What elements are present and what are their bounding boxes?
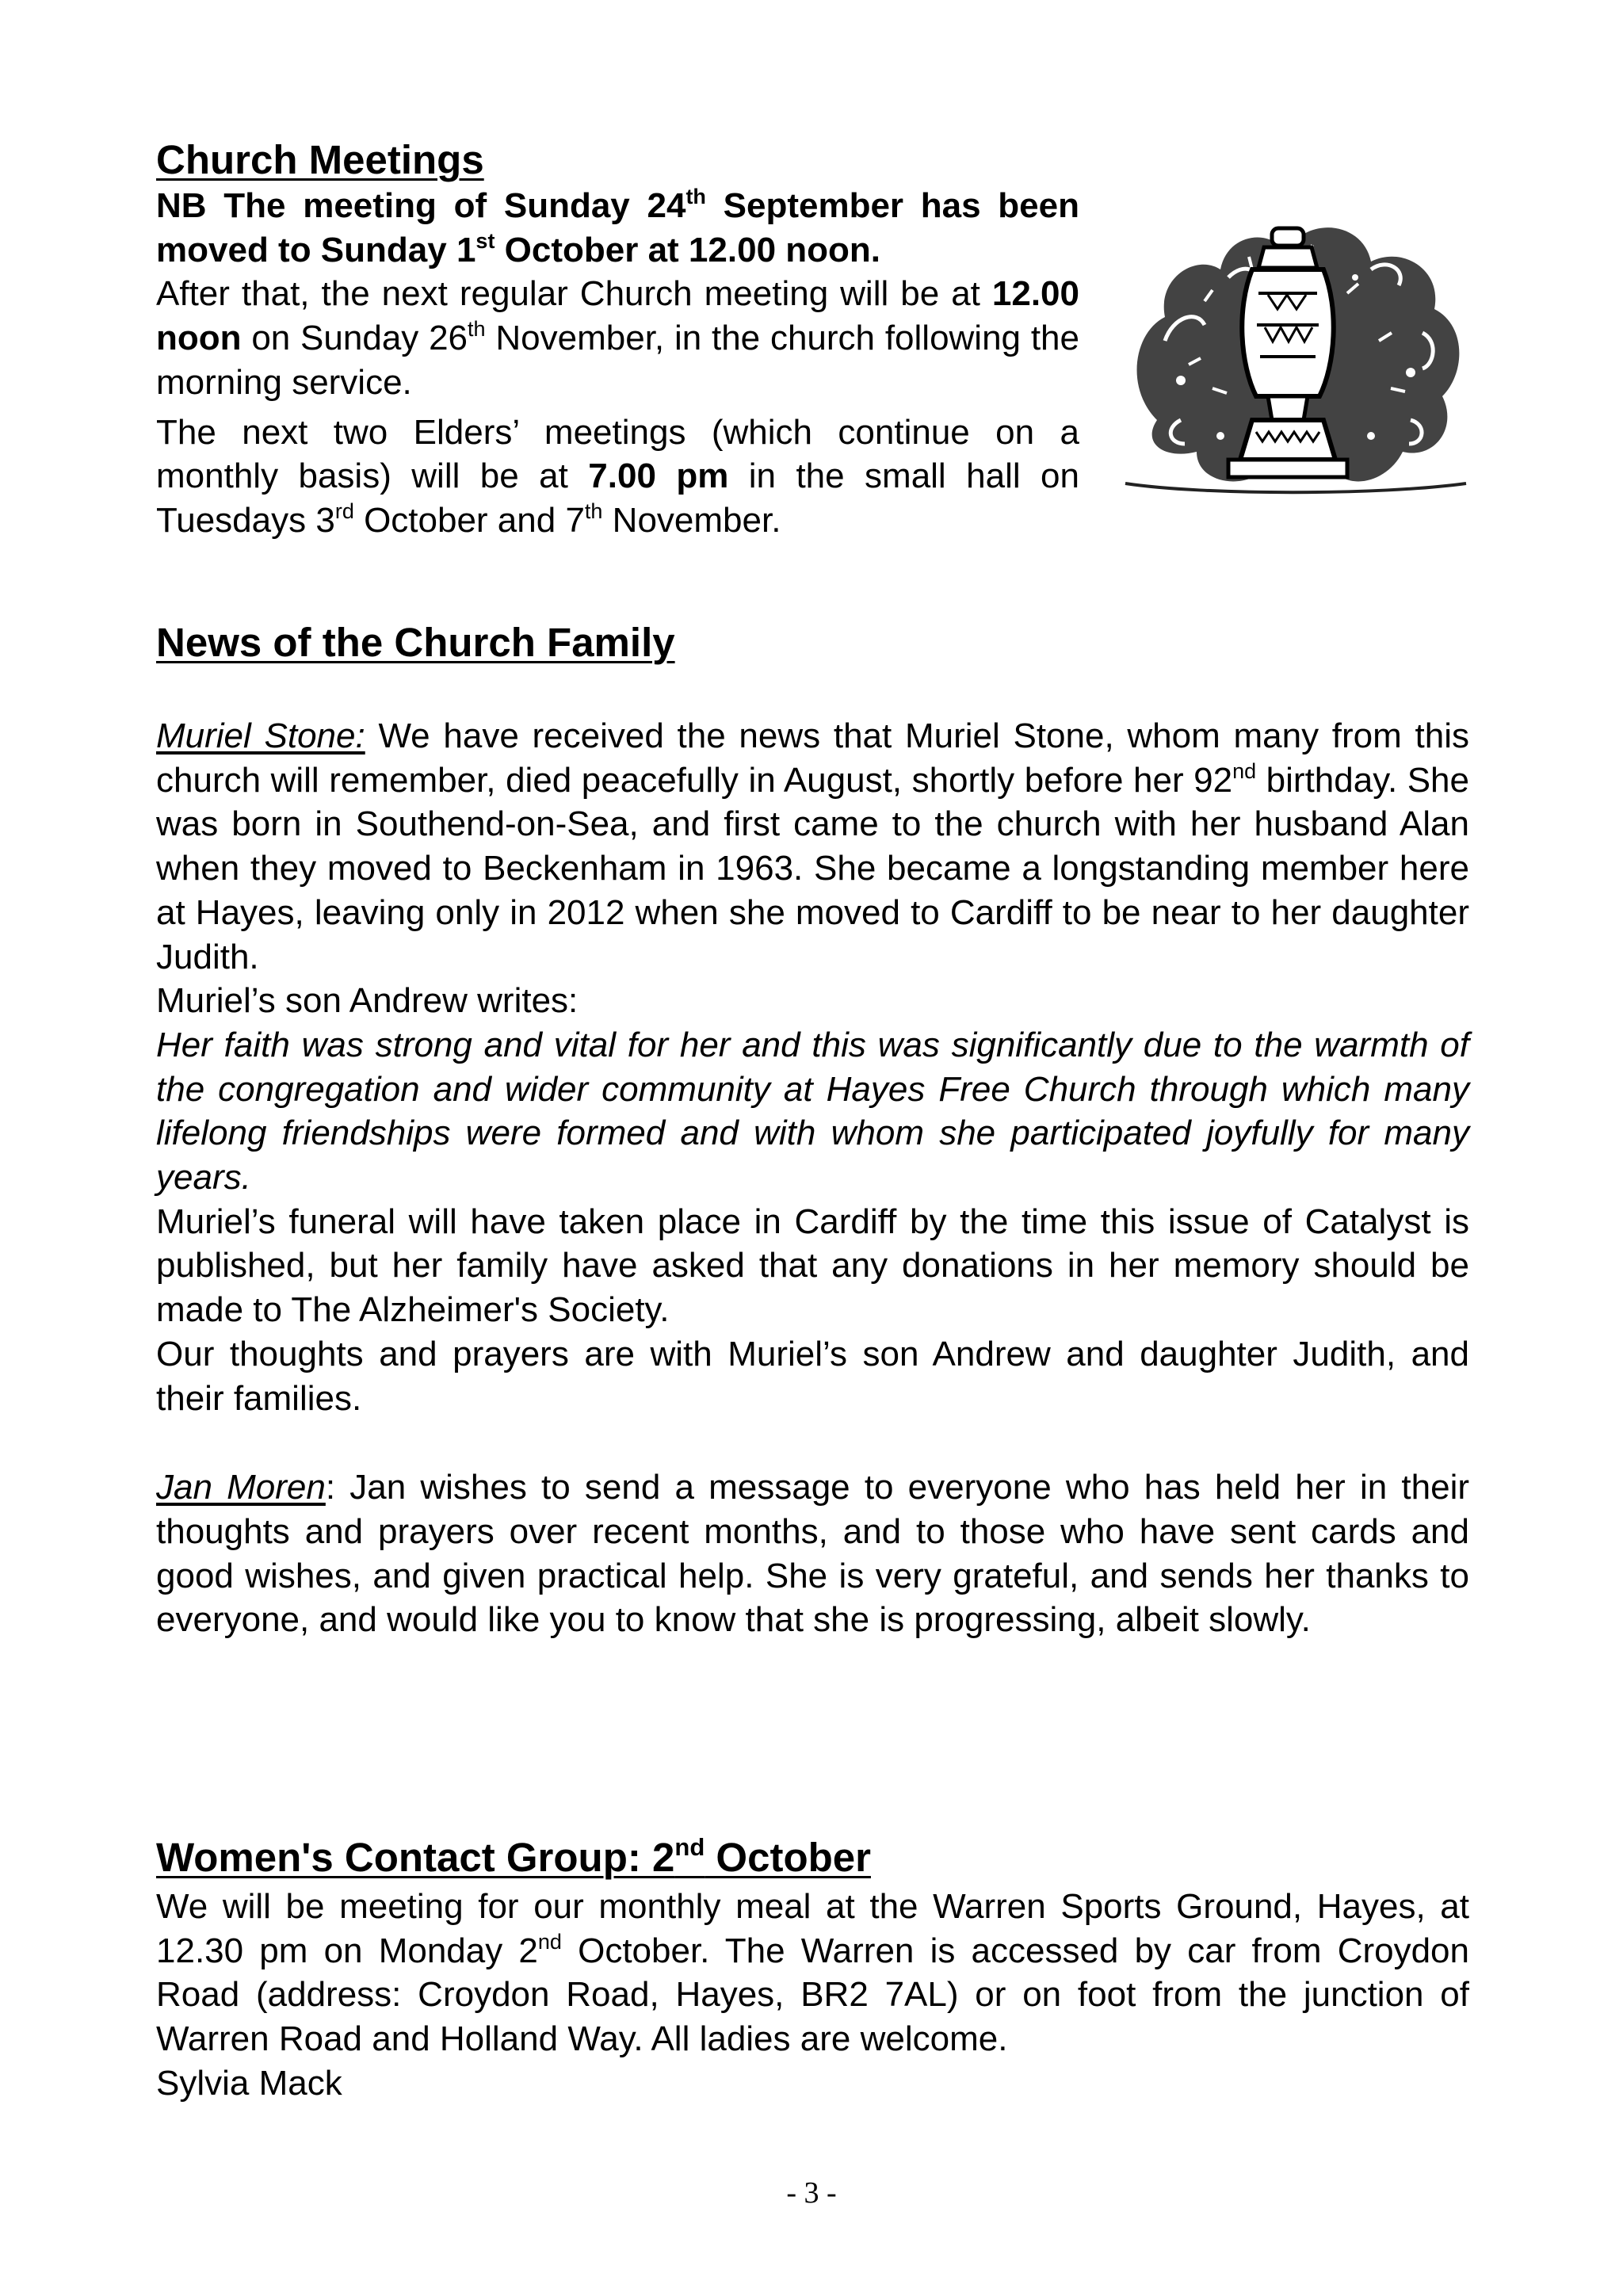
church-meetings-heading: Church Meetings: [156, 137, 484, 182]
signature: Sylvia Mack: [156, 2063, 342, 2103]
church-meetings-section: [156, 136, 1079, 543]
jan-moren-name: Jan Moren: [156, 1468, 326, 1507]
thoughts-paragraph: Our thoughts and prayers are with Muriel’s son Andrew and daughter Judith, and their families.: [156, 1334, 1469, 1418]
funeral-paragraph: Muriel’s funeral will have taken place in Cardiff by the time this issue of Catalyst is published, but her family have asked that any donations in her memory should be made to The Alzheimer's Society.: [156, 1201, 1469, 1330]
church-family-news-heading: News of the Church Family: [156, 620, 675, 665]
muriel-stone-name: Muriel Stone:: [156, 716, 365, 755]
muriel-stone-paragraph: Muriel Stone: We have received the news that Muriel Stone, whom many from this church will remember, died peacefully in August, shortly before her 92nd birthday. She was born in Southend-on-Sea, and first came to the church with her husband Alan when they moved to Beckenham in 1963. She became a longstanding member here at Hayes, leaving only in 2012 when she moved to Cardiff to be near to her daughter Judith.: [156, 716, 1470, 976]
elders-meetings-paragraph: The next two Elders’ meetings (which continue on a monthly basis) will be at 7.00 pm in the small hall on Tuesdays 3rd October and 7th November.: [156, 412, 1079, 540]
church-family-news-section: [156, 619, 1469, 1642]
ground-sketch: [1125, 483, 1466, 492]
andrew-intro: Muriel’s son Andrew writes:: [156, 981, 579, 1021]
meeting-moved-notice: NB The meeting of Sunday 24th September has been moved to Sunday 1st October at 12.00 noon.: [156, 185, 1079, 269]
womens-group-paragraph: We will be meeting for our monthly meal at the Warren Sports Ground, Hayes, at 12.30 pm on Monday 2nd October. The Warren is accessed by car from Croydon Road (address: Croydon Road, Hayes, BR2 7AL) or on foot from the junction of Warren Road and Holland Way. All ladies are welcome.: [156, 1887, 1469, 2059]
regular-meeting-paragraph: After that, the next regular Church meeting will be at 12.00 noon on Sunday 26th November, in the church following the morning service.: [156, 274, 1079, 402]
jan-moren-paragraph: Jan Moren: Jan wishes to send a message to everyone who has held her in their thoughts and prayers over recent months, and to those who have sent cards and good wishes, and given practical help. She is very grateful, and sends her thanks to everyone, and would like you to know that she is progressing, albeit slowly.: [156, 1468, 1469, 1640]
womens-contact-group-section: [156, 1834, 1469, 2106]
page-number: - 3 -: [786, 2176, 837, 2210]
womens-contact-group-heading: Women's Contact Group: 2nd October: [156, 1833, 871, 1880]
urn-illustration: [1109, 182, 1479, 528]
andrew-quote: Her faith was strong and vital for her and this was significantly due to the warmth of the congregation and wider community at Hayes Free Church through which many lifelong friendships were formed and with whom she participated joyfully for many years.: [156, 1025, 1469, 1198]
